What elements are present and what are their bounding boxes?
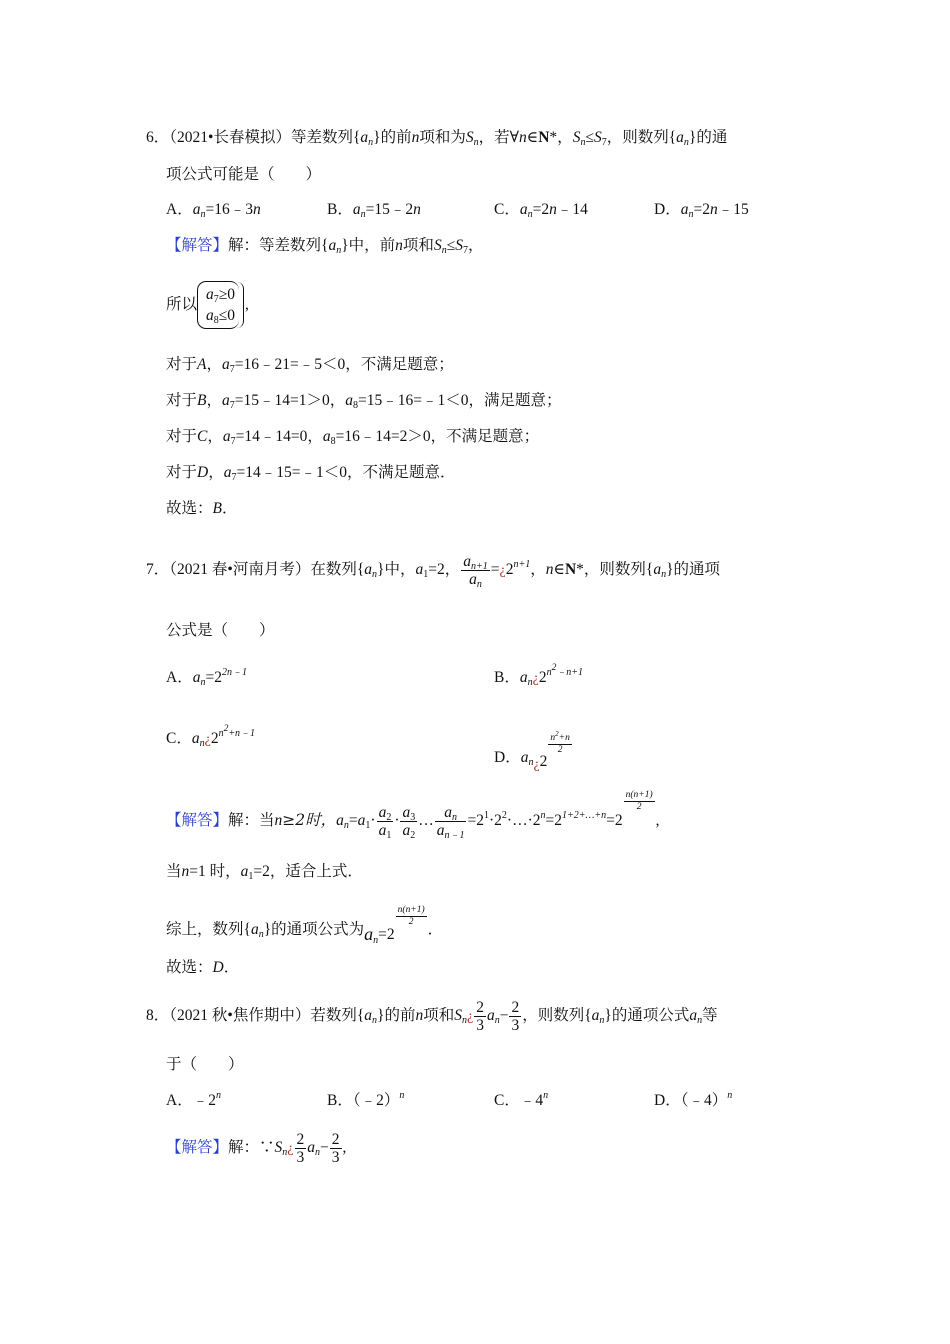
- fraction-two-thirds: $\frac{2}{3}$: [511, 998, 520, 1034]
- q6-option-c: C．$a_n=2n﹣14$: [494, 201, 588, 220]
- exponent-fraction: $\frac{n^2+n}{2}$: [550, 730, 570, 755]
- q7-option-a: A．$a_n=2^{2n﹣1}$: [166, 667, 247, 688]
- q6-answer-choice: 故选：B．: [166, 500, 238, 517]
- q7-number: 7．: [146, 561, 170, 578]
- q8-option-c: C．﹣4$^n$: [494, 1090, 549, 1109]
- q8-option-a: A．﹣2$^n$: [166, 1090, 221, 1109]
- q8-answer-line1: 【解答】解：$\because S_n¿$ $\frac{2}{3}$ $a_n-$ $\frac{2}{3}$ ,: [166, 1130, 347, 1166]
- answer-tag: 【解答】: [166, 237, 229, 254]
- q7-answer-line2: 当n=1 时，$a_1=2$，适合上式．: [166, 863, 363, 882]
- q8-source: （2021 秋•焦作期中）: [169, 1007, 311, 1024]
- exponent-fraction: $\frac{n(n+1)}{2}$: [397, 905, 425, 927]
- q8-number: 8．: [146, 1007, 170, 1024]
- q6-stem-line1: 6．（2021•长春模拟）等差数列$\{a_n\}$的前n项和为$S_n$，若∀n∈N*，$S_n\le S_7$，则数列$\{a_n\}$的通: [146, 129, 728, 148]
- q7-answer-line3: 综上，数列$\{a_n\}$的通项公式为$a_n=2$ $\frac{n(n+1)}{2}$ ．: [166, 905, 444, 946]
- fraction-an-an1: $\frac{a_n}{a_{n﹣1}}$: [436, 803, 465, 841]
- answer-tag: 【解答】: [166, 1139, 229, 1156]
- fraction-a3-a2: $\frac{a_3}{a_2}$: [402, 803, 416, 841]
- q7-option-d: D．$a_n¿2$ $\frac{n^2+n}{2}$: [494, 730, 570, 772]
- q7-option-c: C．$a_n¿2^{n2+n﹣1}$: [166, 724, 256, 749]
- fraction-two-thirds: $\frac{2}{3}$: [296, 1130, 305, 1166]
- q6-answer-line6: 对于D，$a_7=14﹣15=﹣1<0$，不满足题意．: [166, 464, 456, 483]
- fraction-two-thirds: $\frac{2}{3}$: [476, 998, 484, 1034]
- answer-tag: 【解答】: [166, 812, 229, 829]
- exponent-fraction: $\frac{n(n+1)}{2}$: [625, 790, 653, 812]
- q6-answer-line4: 对于B，$a_7=15﹣14=1>0$，$a_8=15﹣16=﹣1<0$，满足题意；: [166, 392, 562, 411]
- q6-stem-line2: 项公式可能是（ ）: [166, 166, 322, 183]
- fraction-two-thirds: $\frac{2}{3}$: [331, 1130, 340, 1166]
- q6-answer-line3: 对于A，$a_7=16﹣21=﹣5<0$，不满足题意；: [166, 356, 454, 375]
- ratio-fraction: $\frac{a_{n+1}}{a_n}$: [463, 552, 488, 590]
- fraction-a2-a1: $\frac{a_2}{a_1}$: [378, 803, 392, 841]
- q7-stem-line1: 7．（2021 春•河南月考）在数列$\{a_n\}$中，$a_1=2$， $\frac{a_{n+1}}{a_n}$ $=¿2^{n+1}$，n∈N*，则数列$\{a_n\}$的通项: [146, 552, 721, 590]
- inequality-system: $a_7\ge 0$ $a_8\le 0$: [197, 281, 239, 329]
- q6-option-b: B．$a_n=15﹣2n$: [327, 201, 421, 220]
- q6-source: （2021•长春模拟）: [169, 129, 291, 146]
- q7-stem-line2: 公式是（ ）: [166, 622, 275, 639]
- q6-option-a: A．$a_n=16﹣3n$: [166, 201, 261, 220]
- q7-source: （2021 春•河南月考）: [169, 561, 311, 578]
- q6-answer-line1: 【解答】解：等差数列$\{a_n\}$中，前n项和$S_n\le S_7$，: [166, 237, 484, 256]
- q6-option-d: D．$a_n=2n﹣15$: [654, 201, 749, 220]
- q8-option-b: B．（﹣2）$^n$: [327, 1090, 405, 1109]
- q6-answer-line5: 对于C，$a_7=14﹣14=0$，$a_8=16﹣14=2>0$，不满足题意；: [166, 428, 540, 447]
- q6-number: 6．: [146, 129, 170, 146]
- q8-option-d: D．（﹣4）$^n$: [654, 1090, 733, 1109]
- q7-answer-line1: 【解答】解：当n≥2时，$a_n=a_1\cdot$ $\frac{a_2}{a_1}$ · $\frac{a_3}{a_2}$ … $\frac{a_n}{a_{n﹣1}}$ $=2^1\cdot 2^2\cdot\dots\cdot 2^n=2^{1+2+\dots+n}=2$ $\frac{n(n+1)}{2}$ ,: [166, 790, 660, 841]
- q8-stem-line1: 8．（2021 秋•焦作期中）若数列$\{a_n\}$的前n项和$S_n¿$ $\frac{2}{3}$ $a_n-$ $\frac{2}{3}$ ，则数列$\{a_n\}$的通项公式$a_n$等: [146, 998, 718, 1034]
- q6-answer-system: 所以 $a_7\ge 0$ $a_8\le 0$ ,: [166, 280, 249, 330]
- q7-answer-choice: 故选：D．: [166, 959, 240, 976]
- q8-stem-line2: 于（ ）: [166, 1056, 244, 1073]
- q7-option-b: B．$a_n¿2^{n2﹣n+1}$: [494, 663, 584, 688]
